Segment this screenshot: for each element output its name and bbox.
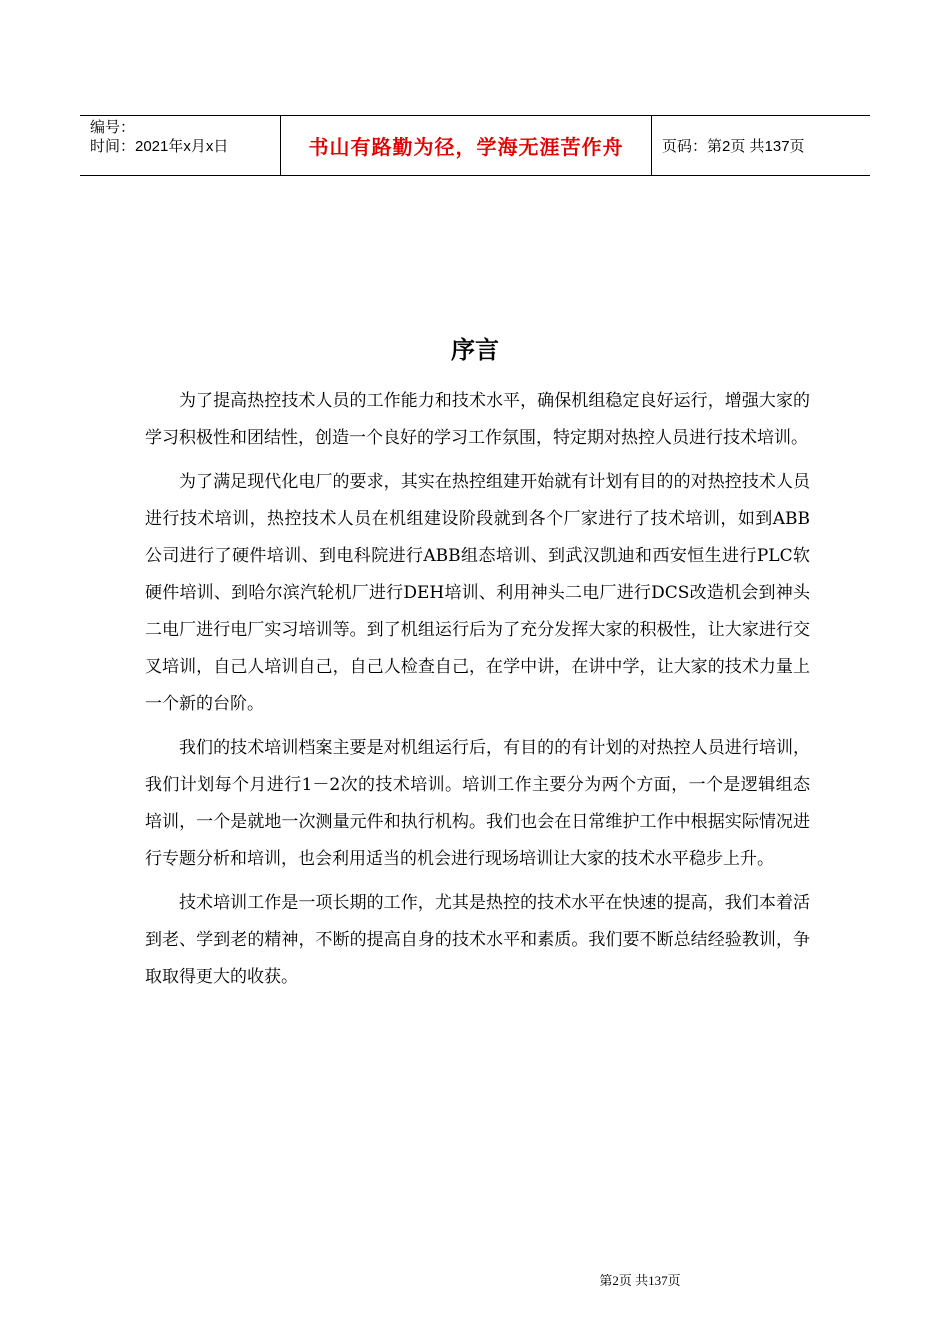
- date-label: 时间：2021年x月x日: [90, 138, 229, 155]
- paragraph: 为了提高热控技术人员的工作能力和技术水平，确保机组稳定良好运行，增强大家的学习积极性和团结性，创造一个良好的学习工作氛围，特定期对热控人员进行技术培训。: [145, 391, 810, 448]
- header-meta-cell: [80, 116, 281, 175]
- document-title: 序言: [451, 336, 499, 364]
- paragraph: 为了满足现代化电厂的要求，其实在热控组建开始就有计划有目的的对热控技术人员进行技术培训，热控技术人员在机组建设阶段就到各个厂家进行了技术培训，如到ABB公司进行了硬件培训、到电科院进行ABB组态培训、到武汉凯迪和西安恒生进行PLC软硬件培训、到哈尔滨汽轮机厂进行DEH培训、利用神头二电厂进行DCS改造机会到神头二电厂进行电厂实习培训等。到了机组运行后为了充分发挥大家的积极性，让大家进行交叉培训，自己人培训自己，自己人检查自己，在学中讲，在讲中学，让大家的技术力量上一个新的台阶。: [145, 472, 810, 714]
- paragraph: 技术培训工作是一项长期的工作，尤其是热控的技术水平在快速的提高，我们本着活到老、学到老的精神，不断的提高自身的技术水平和素质。我们要不断总结经验教训，争取取得更大的收获。: [145, 893, 810, 987]
- document-body: [145, 383, 810, 1003]
- page-footer: 第2页 共137页: [599, 1273, 681, 1288]
- page-code: 页码：第2页 共137页: [662, 138, 805, 155]
- paragraph: 我们的技术培训档案主要是对机组运行后，有目的的有计划的对热控人员进行培训，我们计划每个月进行1－2次的技术培训。培训工作主要分为两个方面，一个是逻辑组态培训，一个是就地一次测量元件和执行机构。我们也会在日常维护工作中根据实际情况进行专题分析和培训，也会利用适当的机会进行现场培训让大家的技术水平稳步上升。: [145, 738, 810, 869]
- motto: 书山有路勤为径，学海无涯苦作舟: [281, 116, 652, 175]
- serial-label: 编号：: [90, 119, 136, 136]
- header-table: [80, 115, 870, 176]
